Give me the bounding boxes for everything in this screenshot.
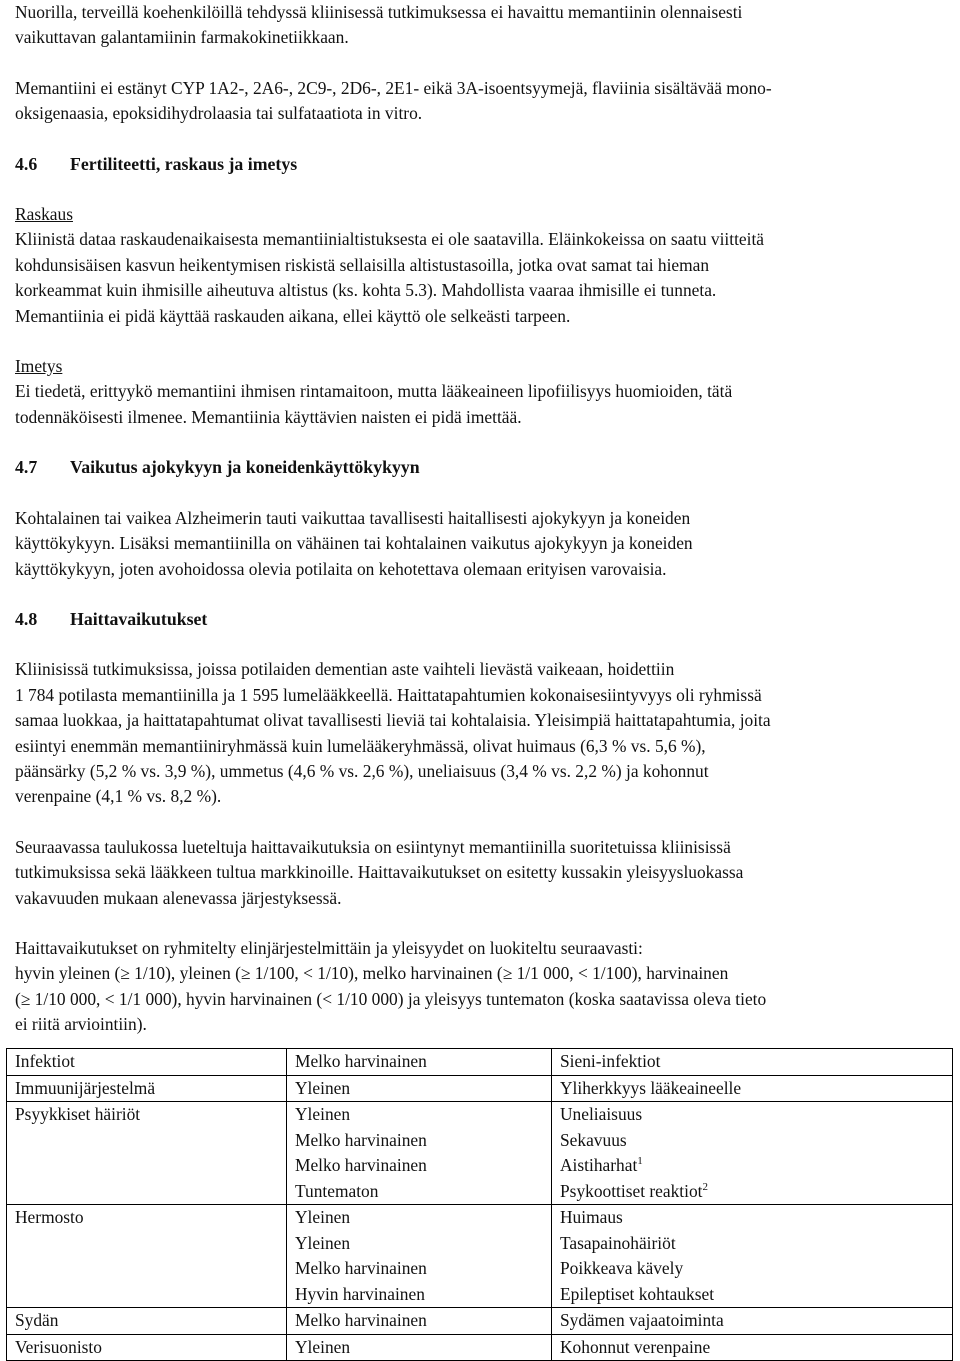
frequency: Melko harvinainen xyxy=(295,1155,427,1175)
organ-class: Immuunijärjestelmä xyxy=(15,1077,156,1098)
adverse-effect-text: Sieni-infektiot xyxy=(560,1051,661,1071)
text-line: vaikuttavan galantamiinin farmakokinetiikkaan. xyxy=(15,27,349,48)
frequency: Melko harvinainen xyxy=(295,1051,427,1071)
adverse-effects-table xyxy=(6,1048,953,1361)
text-line: Kliinisissä tutkimuksissa, joissa potilaiden dementian aste vaihteli lievästä vaikeaan, hoidettiin xyxy=(15,659,675,680)
text-line: tutkimuksissa sekä lääkkeen tultua markkinoille. Haittavaikutukset on esitetty kussakin yleisyysluokassa xyxy=(15,862,744,883)
raskaus-paragraph xyxy=(15,227,950,329)
frequency: Yleinen xyxy=(295,1336,351,1357)
text-line: Seuraavassa taulukossa lueteltuja haittavaikutuksia on esiintynyt memantiinilla suoritetuissa kliinisissä xyxy=(15,836,731,857)
text-line: 1 784 potilasta memantiinilla ja 1 595 lumelääkkeellä. Haittatapahtumien kokonaisesiintyvyys oli ryhmissä xyxy=(15,684,762,705)
adverse-effect-cell xyxy=(552,1075,953,1102)
adverse-effect-text: Huimaus xyxy=(560,1207,623,1227)
text-line: korkeammat kuin ihmisille aiheutuva altistus (ks. kohta 5.3). Mahdollista vaaraa ihmisille ei tunneta. xyxy=(15,280,717,301)
adverse-effect xyxy=(560,1153,952,1179)
text-line: Kohtalainen tai vaikea Alzheimerin tauti vaikuttaa tavallisesti haitallisesti ajokykyyn ja koneiden xyxy=(15,507,691,528)
text-line: vakavuuden mukaan alenevassa järjestyksessä. xyxy=(15,887,342,908)
frequency-cell xyxy=(287,1102,552,1205)
organ-class-cell xyxy=(7,1308,287,1335)
adverse-effect-cell xyxy=(552,1205,953,1308)
frequency: Yleinen xyxy=(295,1232,351,1253)
text-line: (≥ 1/10 000, < 1/1 000), hyvin harvinainen (< 1/10 000) ja yleisyys tuntematon (koska saatavissa oleva tieto xyxy=(15,988,767,1009)
adverse-effect xyxy=(560,1076,952,1102)
adverse-effect xyxy=(560,1128,952,1154)
text-line: samaa luokkaa, ja haittatapahtumat olivat tavallisesti lieviä tai kohtalaisia. Yleisimpiä haittatapahtumia, joita xyxy=(15,710,771,731)
document-page xyxy=(15,0,950,1038)
frequency-cell xyxy=(287,1205,552,1308)
section-4-8-heading: 4.8 Haittavaikutukset xyxy=(15,608,208,629)
organ-class-cell xyxy=(7,1334,287,1361)
adverse-effect-text: Aistiharhat xyxy=(560,1155,638,1175)
intro-paragraph-1 xyxy=(15,0,950,51)
adverse-effect-text: Tasapainohäiriöt xyxy=(560,1232,676,1253)
table-row xyxy=(7,1049,953,1076)
adverse-effect-text: Psykoottiset reaktiot xyxy=(560,1180,703,1201)
frequency: Yleinen xyxy=(295,1104,351,1124)
text-line: käyttökykyyn. Lisäksi memantiinilla on vähäinen tai kohtalainen vaikutus ajokykyyn ja koneiden xyxy=(15,533,693,554)
adverse-effect xyxy=(560,1308,952,1334)
table-row xyxy=(7,1334,953,1361)
frequency: Yleinen xyxy=(295,1207,351,1227)
text-line: Nuorilla, terveillä koehenkilöillä tehdyssä kliinisessä tutkimuksessa ei havaittu memantiinin olennaisesti xyxy=(15,2,743,22)
frequency-cell xyxy=(287,1075,552,1102)
adverse-effect xyxy=(560,1282,952,1308)
organ-class: Hermosto xyxy=(15,1207,84,1227)
table-row xyxy=(7,1205,953,1308)
adverse-effect xyxy=(560,1049,952,1075)
text-line: käyttökykyyn, joten avohoidossa olevia potilaita on kehotettava olemaan erityisen varovaisia. xyxy=(15,558,667,579)
text-line: ei riitä arviointiin). xyxy=(15,1014,147,1035)
frequency-cell xyxy=(287,1308,552,1335)
adverse-effect-text: Sydämen vajaatoiminta xyxy=(560,1310,724,1330)
section-4-7-paragraph xyxy=(15,506,950,582)
adverse-effect-text: Epileptiset kohtaukset xyxy=(560,1283,715,1304)
intro-paragraph-2 xyxy=(15,76,950,127)
imetys-paragraph xyxy=(15,379,950,430)
text-line: oksigenaasia, epoksidihydrolaasia tai sulfataatiota in vitro. xyxy=(15,103,423,124)
text-line: kohdunsisäisen kasvun heikentymisen riskistä sellaisilla altistustasoilla, jotka ovat samat tai hieman xyxy=(15,254,710,275)
text-line: Memantiini ei estänyt CYP 1A2-, 2A6-, 2C9-, 2D6-, 2E1- eikä 3A-isoentsyymejä, flaviinia sisältävää mono- xyxy=(15,77,772,98)
adverse-effect xyxy=(560,1102,952,1128)
adverse-effect-cell xyxy=(552,1049,953,1076)
adverse-effect-cell xyxy=(552,1308,953,1335)
text-line: Haittavaikutukset on ryhmitelty elinjärjestelmittäin ja yleisyydet on luokiteltu seuraavasti: xyxy=(15,937,643,958)
text-line: verenpaine (4,1 % vs. 8,2 %). xyxy=(15,786,222,807)
frequency: Melko harvinainen xyxy=(295,1310,427,1330)
text-line: Memantiinia ei pidä käyttää raskauden aikana, ellei käyttö ole selkeästi tarpeen. xyxy=(15,305,571,326)
organ-class: Sydän xyxy=(15,1310,59,1330)
frequency: Tuntematon xyxy=(295,1180,379,1201)
frequency-cell xyxy=(287,1334,552,1361)
text-line: Kliinistä dataa raskaudenaikaisesta memantiinialtistuksesta ei ole saatavilla. Eläinkokeissa on saatu viitteitä xyxy=(15,229,765,250)
adverse-effect xyxy=(560,1179,952,1205)
imetys-heading: Imetys xyxy=(15,356,63,377)
adverse-effect xyxy=(560,1205,952,1231)
text-line: päänsärky (5,2 % vs. 3,9 %), ummetus (4,6 % vs. 2,6 %), uneliaisuus (3,4 % vs. 2,2 %) ja kohonnut xyxy=(15,760,709,781)
footnote-marker: 2 xyxy=(702,1180,708,1193)
organ-class-cell xyxy=(7,1075,287,1102)
text-line: esiintyi enemmän memantiiniryhmässä kuin lumelääkeryhmässä, olivat huimaus (6,3 % vs. 5,6 %), xyxy=(15,735,706,756)
text-line: hyvin yleinen (≥ 1/10), yleinen (≥ 1/100, < 1/10), melko harvinainen (≥ 1/1 000, < 1/100), harvinainen xyxy=(15,963,729,984)
adverse-effect-text: Kohonnut verenpaine xyxy=(560,1336,711,1357)
adverse-effect-cell xyxy=(552,1334,953,1361)
frequency: Hyvin harvinainen xyxy=(295,1283,425,1304)
table-row xyxy=(7,1075,953,1102)
adverse-effect-text: Sekavuus xyxy=(560,1129,627,1150)
adverse-effect xyxy=(560,1335,952,1361)
adverse-effect-text: Uneliaisuus xyxy=(560,1104,643,1124)
organ-class-cell xyxy=(7,1205,287,1308)
section-4-8-paragraph-3 xyxy=(15,936,950,1038)
organ-class-cell xyxy=(7,1102,287,1205)
text-line: Ei tiedetä, erittyykö memantiini ihmisen rintamaitoon, mutta lääkeaineen lipofiilisyys huomioiden, tätä xyxy=(15,381,733,402)
section-4-8-paragraph-1 xyxy=(15,657,950,809)
adverse-effect-text: Poikkeava kävely xyxy=(560,1258,684,1278)
raskaus-heading: Raskaus xyxy=(15,204,73,225)
footnote-marker: 1 xyxy=(637,1155,643,1168)
organ-class: Psyykkiset häiriöt xyxy=(15,1104,141,1124)
frequency: Melko harvinainen xyxy=(295,1258,427,1278)
organ-class: Verisuonisto xyxy=(15,1336,102,1357)
adverse-effect-text: Yliherkkyys lääkeaineelle xyxy=(560,1077,742,1098)
frequency: Yleinen xyxy=(295,1077,351,1098)
table-row xyxy=(7,1102,953,1205)
adverse-effect xyxy=(560,1256,952,1282)
frequency-cell xyxy=(287,1049,552,1076)
adverse-effect-cell xyxy=(552,1102,953,1205)
frequency: Melko harvinainen xyxy=(295,1129,427,1150)
text-line: todennäköisesti ilmenee. Memantiinia käyttävien naisten ei pidä imettää. xyxy=(15,406,522,427)
section-4-8-paragraph-2 xyxy=(15,835,950,911)
organ-class: Infektiot xyxy=(15,1051,75,1071)
adverse-effect xyxy=(560,1231,952,1257)
table-row xyxy=(7,1308,953,1335)
organ-class-cell xyxy=(7,1049,287,1076)
section-4-6-heading: 4.6 Fertiliteetti, raskaus ja imetys xyxy=(15,153,298,174)
section-4-7-heading: 4.7 Vaikutus ajokykyyn ja koneidenkäyttökykyyn xyxy=(15,457,420,478)
